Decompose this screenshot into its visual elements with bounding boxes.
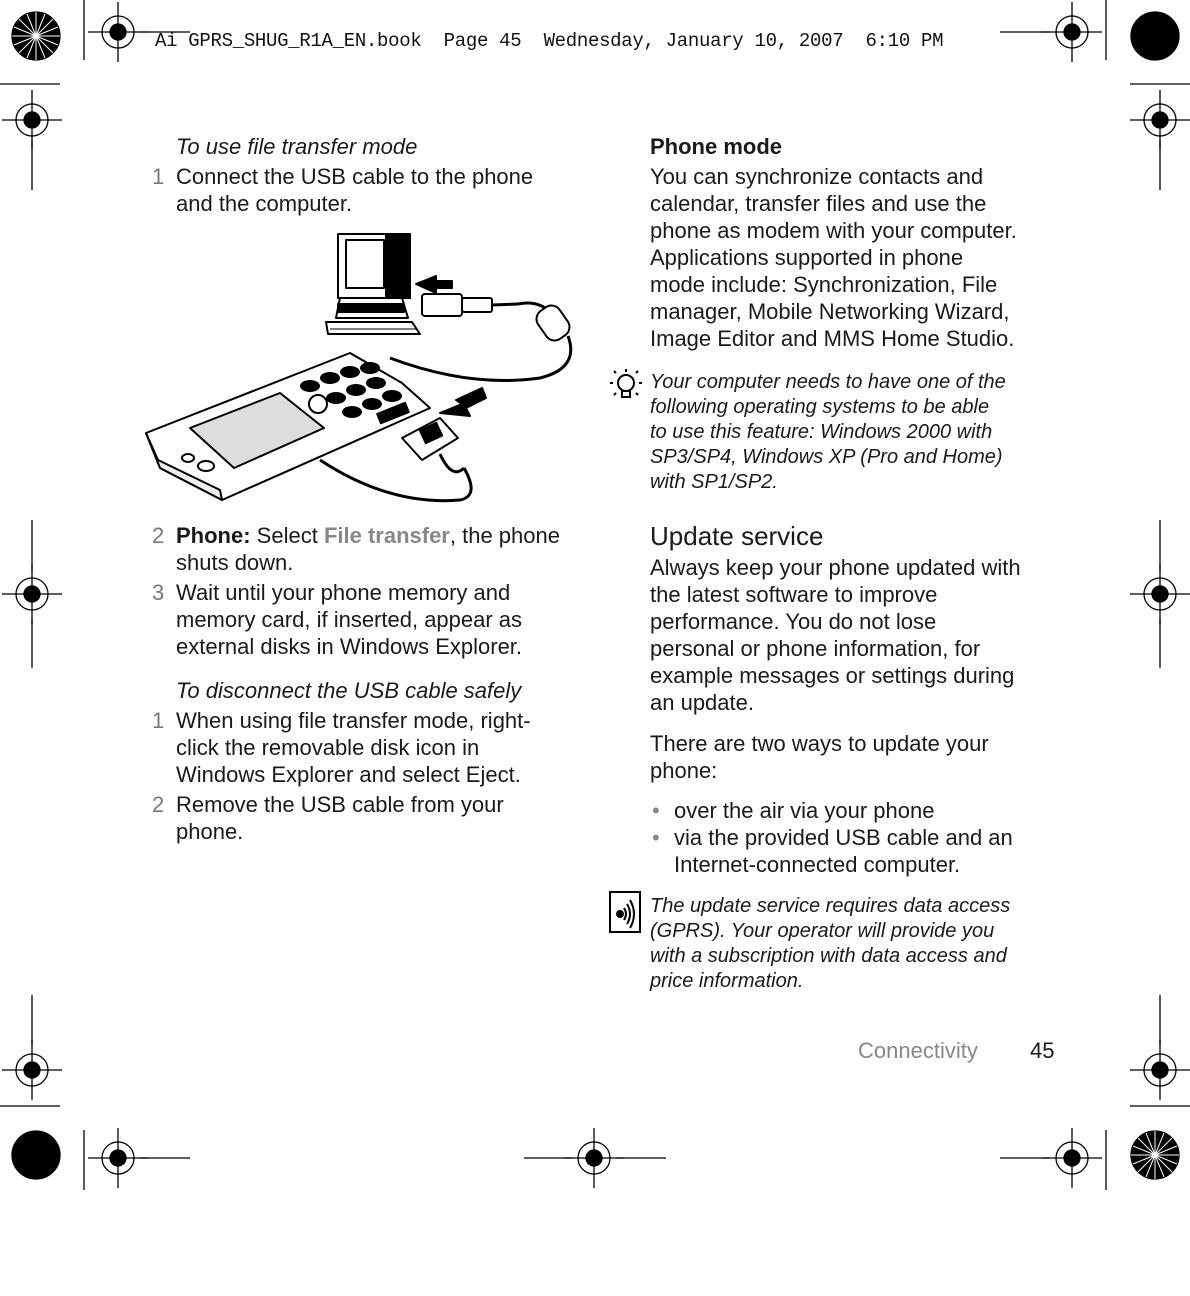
list-item xyxy=(652,824,1070,878)
tip-line: following operating systems to be able xyxy=(650,396,990,418)
step-2-remove xyxy=(152,791,596,845)
page-number: 45 xyxy=(1030,1038,1055,1063)
tip-line: Your computer needs to have one of the xyxy=(650,371,1006,393)
para-line: calendar, transfer files and use the xyxy=(650,191,987,216)
lightbulb-tip-icon xyxy=(608,368,644,404)
bullet-dot-icon: • xyxy=(652,798,660,823)
step-number: 3 xyxy=(152,580,165,605)
bullet-dot-icon: • xyxy=(652,825,660,850)
para-line: performance. You do not lose xyxy=(650,609,937,634)
step-text-pre: Select xyxy=(250,523,324,548)
para-line: mode include: Synchronization, File xyxy=(650,272,998,297)
tip-line: to use this feature: Windows 2000 with xyxy=(650,421,993,443)
note-line: price information. xyxy=(650,970,804,992)
step-text: phone. xyxy=(176,819,244,844)
para-line: personal or phone information, for xyxy=(650,636,981,661)
note-line: with a subscription with data access and xyxy=(650,945,1007,967)
para-line: example messages or settings during xyxy=(650,663,1015,688)
note-line: The update service requires data access xyxy=(650,895,1011,917)
menu-file-transfer: File transfer xyxy=(323,523,450,548)
step-1-connect xyxy=(152,163,596,217)
para-line: Image Editor and MMS Home Studio. xyxy=(650,326,1015,351)
keyboard xyxy=(326,322,420,334)
phone-mode-paragraph xyxy=(650,163,1070,352)
update-paragraph xyxy=(650,554,1070,716)
note-line: (GPRS). Your operator will provide you xyxy=(650,920,995,942)
list-item xyxy=(652,797,1070,824)
step-text: Windows Explorer and select Eject. xyxy=(176,762,521,787)
update-service-section xyxy=(650,520,1070,878)
bullet-line: Internet-connected computer. xyxy=(674,852,961,877)
step-2-phone-select xyxy=(152,522,596,576)
operator-note xyxy=(650,894,1070,994)
tip-line: SP3/SP4, Windows XP (Pro and Home) xyxy=(650,446,1003,468)
operator-service-icon xyxy=(608,890,642,934)
ways-paragraph xyxy=(650,730,1070,784)
para-line: Applications supported in phone xyxy=(650,245,964,270)
para-line: phone as modem with your computer. xyxy=(650,218,1017,243)
step-3-wait xyxy=(152,579,596,660)
step-text: When using file transfer mode, right- xyxy=(176,708,531,733)
step-text: shuts down. xyxy=(176,550,294,575)
step-text: Connect the USB cable to the phone xyxy=(176,164,534,189)
usb-connection-illustration xyxy=(140,228,590,518)
para-line: manager, Mobile Networking Wizard, xyxy=(650,299,1010,324)
left-column-lower xyxy=(152,522,596,845)
bullet-line: via the provided USB cable and an xyxy=(674,825,1013,850)
step-text-line xyxy=(176,522,596,549)
arrow-phone xyxy=(440,388,486,416)
para-line: There are two ways to update your xyxy=(650,731,989,756)
step-text: and the computer. xyxy=(176,191,353,216)
usb-plug xyxy=(422,294,462,316)
arrow-left xyxy=(416,276,452,293)
footer-section-name: Connectivity xyxy=(858,1038,978,1063)
step-number: 1 xyxy=(152,164,165,189)
para-line: the latest software to improve xyxy=(650,582,938,607)
subhead-disconnect: To disconnect the USB cable safely xyxy=(176,678,522,703)
step-text: Wait until your phone memory and xyxy=(176,580,511,605)
tip-line: with SP1/SP2. xyxy=(650,471,778,493)
step-text: memory card, if inserted, appear as xyxy=(176,607,523,632)
step-1-eject xyxy=(152,707,596,788)
step-text: click the removable disk icon in xyxy=(176,735,480,760)
left-column xyxy=(152,133,596,217)
step-number: 1 xyxy=(152,708,165,733)
print-header: Ai GPRS_SHUG_R1A_EN.book Page 45 Wednesday, January 10, 2007 6:10 PM xyxy=(155,30,944,52)
tip-note xyxy=(650,370,1070,495)
step-text-post: , the phone xyxy=(449,523,560,548)
step-number: 2 xyxy=(152,792,165,817)
heading-update-service: Update service xyxy=(650,521,824,551)
bullet-list xyxy=(650,797,1070,878)
para-line: an update. xyxy=(650,690,754,715)
para-line: Always keep your phone updated with xyxy=(650,555,1021,580)
step-text: Remove the USB cable from your xyxy=(176,792,504,817)
right-column xyxy=(650,133,1070,352)
step-number: 2 xyxy=(152,523,165,548)
para-line: You can synchronize contacts and xyxy=(650,164,984,189)
para-line: phone: xyxy=(650,758,718,783)
bullet-line: over the air via your phone xyxy=(674,798,935,823)
subhead-file-transfer: To use file transfer mode xyxy=(176,134,418,159)
phone-label: Phone: xyxy=(176,523,251,548)
heading-phone-mode: Phone mode xyxy=(650,134,783,159)
step-text: external disks in Windows Explorer. xyxy=(176,634,523,659)
